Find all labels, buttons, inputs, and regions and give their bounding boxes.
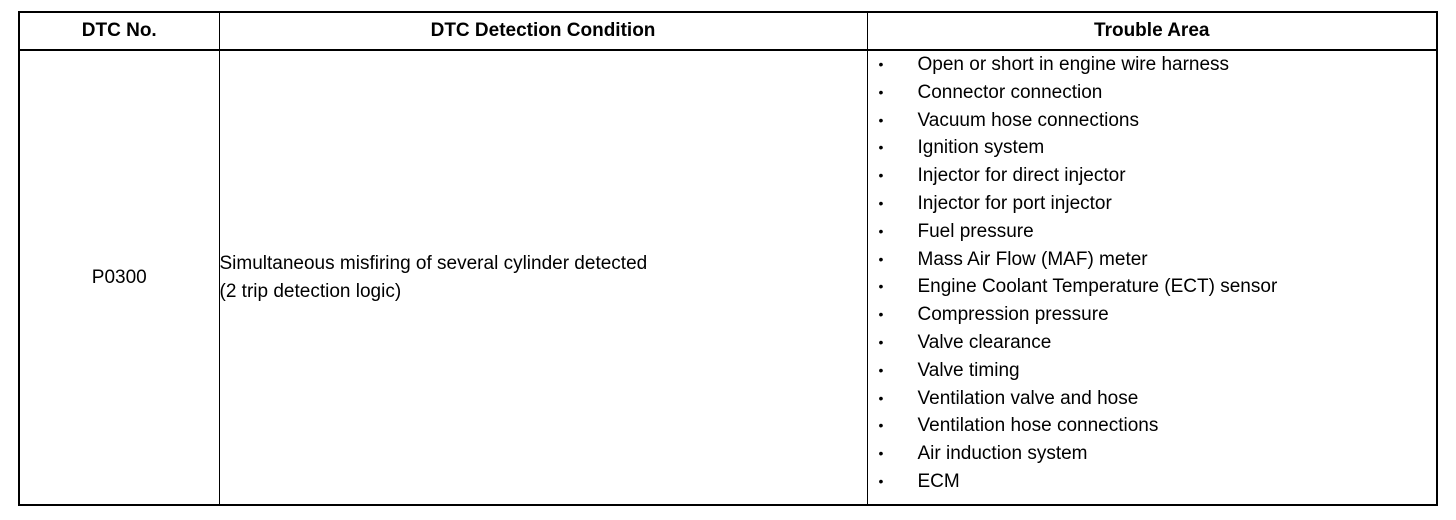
list-item [868,329,1437,357]
header-dtc-no: DTC No. [19,12,219,50]
list-item-label: Injector for direct injector [917,165,1126,187]
bullet-icon: • [878,361,884,378]
bullet-icon: • [878,306,884,323]
list-item-label: Engine Coolant Temperature (ECT) sensor [917,276,1278,298]
header-trouble-area: Trouble Area [867,12,1437,50]
list-item [868,190,1437,218]
bullet-icon: • [878,56,884,72]
list-item-label: ECM [917,470,960,492]
trouble-area-cell [867,50,1437,505]
table-header [19,12,1437,50]
list-item-label: Ventilation valve and hose [917,387,1139,409]
condition-line: (2 trip detection logic) [219,280,402,302]
bullet-icon: • [878,417,884,434]
list-item [868,246,1437,274]
bullet-icon: • [878,250,884,267]
list-item-label: Fuel pressure [917,220,1034,242]
list-item-label: Injector for port injector [917,192,1112,214]
bullet-icon: • [878,333,884,350]
bullet-icon: • [878,194,884,211]
list-item-label: Compression pressure [917,304,1109,326]
condition-line: Simultaneous misfiring of several cylinder detected [219,252,648,274]
list-item-label: Valve clearance [917,331,1052,353]
list-item [868,51,1437,79]
list-item-label: Ventilation hose connections [917,415,1159,437]
bullet-icon: • [878,83,884,100]
list-item [868,412,1437,440]
list-item-label: Air induction system [917,443,1088,465]
list-item-label: Mass Air Flow (MAF) meter [917,248,1148,270]
trouble-area-list [868,51,1437,496]
list-item-label: Vacuum hose connections [917,109,1139,131]
dtc-table [18,11,1438,506]
bullet-icon: • [878,139,884,156]
detection-condition-cell [219,50,867,505]
bullet-icon: • [878,167,884,184]
header-detection-condition: DTC Detection Condition [219,12,867,50]
list-item [868,357,1437,385]
list-item [868,218,1437,246]
header-row [19,12,1437,50]
table-row [19,50,1437,505]
bullet-icon: • [878,278,884,295]
list-item [868,468,1437,496]
list-item [868,134,1437,162]
bullet-icon: • [878,222,884,239]
list-item [868,107,1437,135]
list-item-label: Ignition system [917,137,1045,159]
dtc-code-cell: P0300 [19,50,219,505]
list-item [868,273,1437,301]
list-item [868,162,1437,190]
list-item-label: Open or short in engine wire harness [917,54,1230,75]
list-item [868,385,1437,413]
list-item [868,79,1437,107]
bullet-icon: • [878,111,884,128]
list-item-label: Valve timing [917,359,1020,381]
bullet-icon: • [878,472,884,489]
bullet-icon: • [878,389,884,406]
list-item-label: Connector connection [917,81,1103,103]
list-item [868,440,1437,468]
table-body [19,50,1437,505]
list-item [868,301,1437,329]
bullet-icon: • [878,445,884,462]
